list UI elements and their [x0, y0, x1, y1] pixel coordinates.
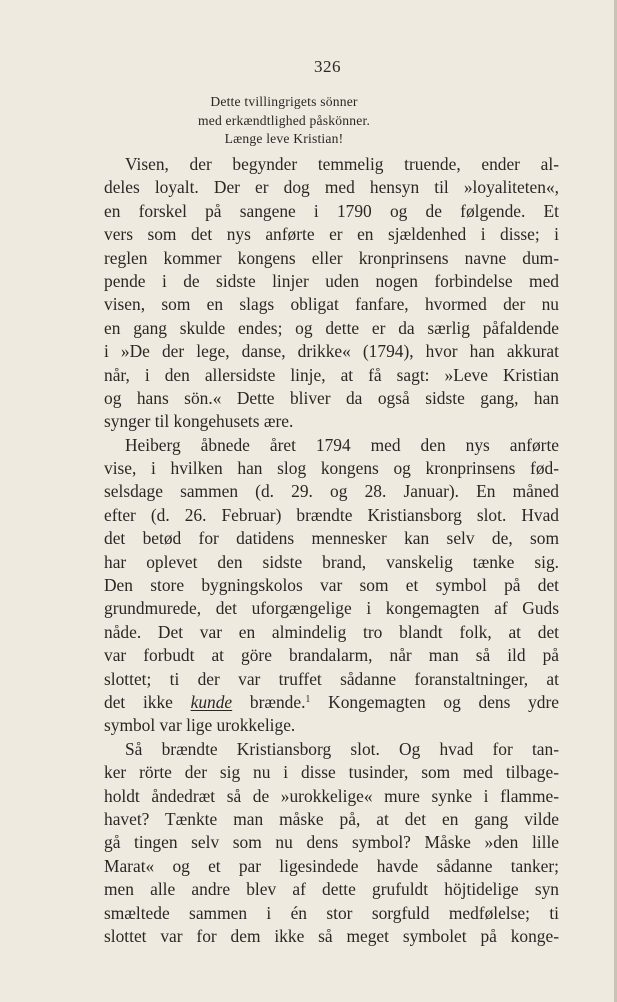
- text-line: vers som det nys anførte er en sjældenhed i disse; i: [104, 224, 559, 245]
- text-line: [104, 691, 559, 714]
- text-line: og hans sön.« Dette bliver da også sidste gang, han: [104, 387, 559, 408]
- emphasized-word: kunde: [190, 691, 233, 712]
- text-line: var forbudt at göre brandalarm, når man så ild på: [104, 645, 559, 666]
- text-line: smæltede sammen i én stor sorgfuld medfølelse; ti: [104, 902, 559, 923]
- text-line: Så brændte Kristiansborg slot. Og hvad for tan-: [125, 738, 559, 759]
- text-line: når, i den allersidste linje, at få sagt: »Leve Kristian: [104, 364, 559, 385]
- text-line: selsdage sammen (d. 29. og 28. Januar). En måned: [104, 481, 559, 502]
- text-line: gå tingen selv som nu dens symbol? Måske »den lille: [104, 832, 559, 853]
- verse-line: Længe leve Kristian!: [224, 131, 344, 146]
- verse-quote: [0, 93, 568, 149]
- body-text: [104, 153, 559, 948]
- text-fragment: Kongemagten og dens ydre: [310, 691, 559, 712]
- text-fragment: det ikke: [104, 691, 191, 712]
- verse-line: med erkændtlighed påskönner.: [197, 112, 371, 128]
- text-line: pende i de sidste linjer uden nogen forbindelse med: [104, 270, 559, 291]
- text-line: deles loyalt. Der er dog med hensyn til »loyaliteten«,: [104, 177, 559, 198]
- text-line: holdt åndedræt så de »urokkelige« mure synke i flamme-: [104, 785, 559, 806]
- footnote-marker: 1: [305, 693, 311, 705]
- text-line: nåde. Det var en almindelig tro blandt folk, at det: [104, 621, 559, 642]
- text-line: slottet var for dem ikke så meget symbolet på konge-: [104, 925, 559, 946]
- page-number: 326: [314, 57, 341, 76]
- text-line: en gang skulde endes; og dette er da særlig påfaldende: [104, 317, 559, 338]
- verse-line: Dette tvillingrigets sönner: [210, 94, 358, 109]
- text-line: reglen kommer kongens eller kronprinsens navne dum-: [104, 247, 559, 268]
- text-line: efter (d. 26. Februar) brændte Kristiansborg slot. Hvad: [104, 504, 559, 525]
- text-line: slottet; ti der var truffet sådanne foranstaltninger, at: [104, 668, 559, 689]
- text-line: grundmurede, det uforgængelige i kongemagten af Guds: [104, 598, 559, 619]
- text-line: visen, som en slags obligat fanfare, hvormed der nu: [104, 294, 559, 315]
- text-line: synger til kongehusets ære.: [104, 411, 294, 432]
- text-line: Marat« og et par ligesindede havde sådanne tanker;: [104, 855, 559, 876]
- text-line: det betød for datidens mennesker kan selv de, som: [104, 528, 559, 549]
- text-line: havet? Tænkte man måske på, at det en gang vilde: [104, 808, 559, 829]
- text-line: Den store bygningskolos var som et symbol på det: [104, 575, 559, 596]
- text-line: en forskel på sangene i 1790 og de følgende. Et: [104, 200, 559, 221]
- text-line: har oplevet den sidste brand, vanskelig tænke sig.: [104, 551, 559, 572]
- text-line: Heiberg åbnede året 1794 med den nys anførte: [125, 434, 559, 455]
- text-line: i »De der lege, danse, drikke« (1794), hvor han akkurat: [104, 341, 559, 362]
- text-line: men alle andre blev af dette grufuldt höjtidelige syn: [104, 879, 559, 900]
- text-fragment: brænde.: [232, 691, 306, 712]
- text-line: Visen, der begynder temmelig truende, ender al-: [125, 154, 559, 174]
- text-line: symbol var lige urokkelige.: [104, 715, 296, 736]
- text-line: ker rörte der sig nu i disse tusinder, som med tilbage-: [104, 762, 559, 783]
- text-line: vise, i hvilken han slog kongens og kronprinsens fød-: [104, 458, 559, 479]
